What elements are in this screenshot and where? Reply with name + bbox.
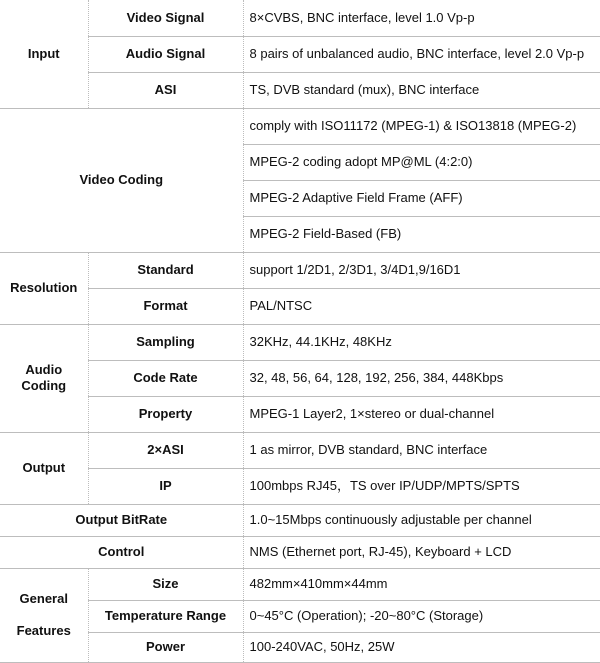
label-output-bitrate: Output BitRate xyxy=(0,504,243,536)
table-row xyxy=(0,504,600,536)
table-row xyxy=(0,108,600,144)
table-row xyxy=(0,252,600,288)
value-temperature-range: 0~45°C (Operation); -20~80°C (Storage) xyxy=(243,600,600,632)
label-video-signal: Video Signal xyxy=(88,0,243,36)
value-2xasi: 1 as mirror, DVB standard, BNC interface xyxy=(243,432,600,468)
table-row xyxy=(0,0,600,36)
table-row xyxy=(0,536,600,568)
value-format: PAL/NTSC xyxy=(243,288,600,324)
table-row xyxy=(0,568,600,600)
label-asi: ASI xyxy=(88,72,243,108)
category-general-features xyxy=(0,568,88,662)
value-video-coding-3: MPEG-2 Adaptive Field Frame (AFF) xyxy=(243,180,600,216)
label-property: Property xyxy=(88,396,243,432)
value-control: NMS (Ethernet port, RJ-45), Keyboard + LCD xyxy=(243,536,600,568)
category-output: Output xyxy=(0,432,88,504)
table-row xyxy=(0,600,600,632)
table-row xyxy=(0,468,600,504)
category-audio-coding xyxy=(0,324,88,432)
category-audio-coding-line1: Audio xyxy=(25,362,63,377)
label-temperature-range: Temperature Range xyxy=(88,600,243,632)
value-video-signal: 8×CVBS, BNC interface, level 1.0 Vp-p xyxy=(243,0,600,36)
value-code-rate: 32, 48, 56, 64, 128, 192, 256, 384, 448Kbps xyxy=(243,360,600,396)
value-output-bitrate: 1.0~15Mbps continuously adjustable per channel xyxy=(243,504,600,536)
table-row xyxy=(0,324,600,360)
label-sampling: Sampling xyxy=(88,324,243,360)
value-video-coding-4: MPEG-2 Field-Based (FB) xyxy=(243,216,600,252)
label-2xasi: 2×ASI xyxy=(88,432,243,468)
category-resolution: Resolution xyxy=(0,252,88,324)
label-control: Control xyxy=(0,536,243,568)
label-ip: IP xyxy=(88,468,243,504)
table-row xyxy=(0,36,600,72)
category-video-coding: Video Coding xyxy=(0,108,243,252)
value-ip: 100mbps RJ45，TS over IP/UDP/MPTS/SPTS xyxy=(243,468,600,504)
value-sampling: 32KHz, 44.1KHz, 48KHz xyxy=(243,324,600,360)
label-power: Power xyxy=(88,632,243,662)
table-row xyxy=(0,288,600,324)
value-size: 482mm×410mm×44mm xyxy=(243,568,600,600)
value-audio-signal: 8 pairs of unbalanced audio, BNC interface, level 2.0 Vp-p xyxy=(243,36,600,72)
category-general-features-line1: General xyxy=(19,591,68,606)
value-standard: support 1/2D1, 2/3D1, 3/4D1,9/16D1 xyxy=(243,252,600,288)
table-row xyxy=(0,432,600,468)
value-asi: TS, DVB standard (mux), BNC interface xyxy=(243,72,600,108)
table-row xyxy=(0,396,600,432)
label-size: Size xyxy=(88,568,243,600)
table-row xyxy=(0,632,600,662)
label-code-rate: Code Rate xyxy=(88,360,243,396)
value-property: MPEG-1 Layer2, 1×stereo or dual-channel xyxy=(243,396,600,432)
label-format: Format xyxy=(88,288,243,324)
category-general-features-line2: Features xyxy=(16,623,71,638)
table-row xyxy=(0,360,600,396)
label-audio-signal: Audio Signal xyxy=(88,36,243,72)
label-standard: Standard xyxy=(88,252,243,288)
category-input: Input xyxy=(0,0,88,108)
category-audio-coding-line2: Coding xyxy=(21,378,67,393)
value-video-coding-1: comply with ISO11172 (MPEG-1) & ISO13818 (MPEG-2) xyxy=(243,108,600,144)
table-row xyxy=(0,72,600,108)
value-power: 100-240VAC, 50Hz, 25W xyxy=(243,632,600,662)
value-video-coding-2: MPEG-2 coding adopt MP@ML (4:2:0) xyxy=(243,144,600,180)
